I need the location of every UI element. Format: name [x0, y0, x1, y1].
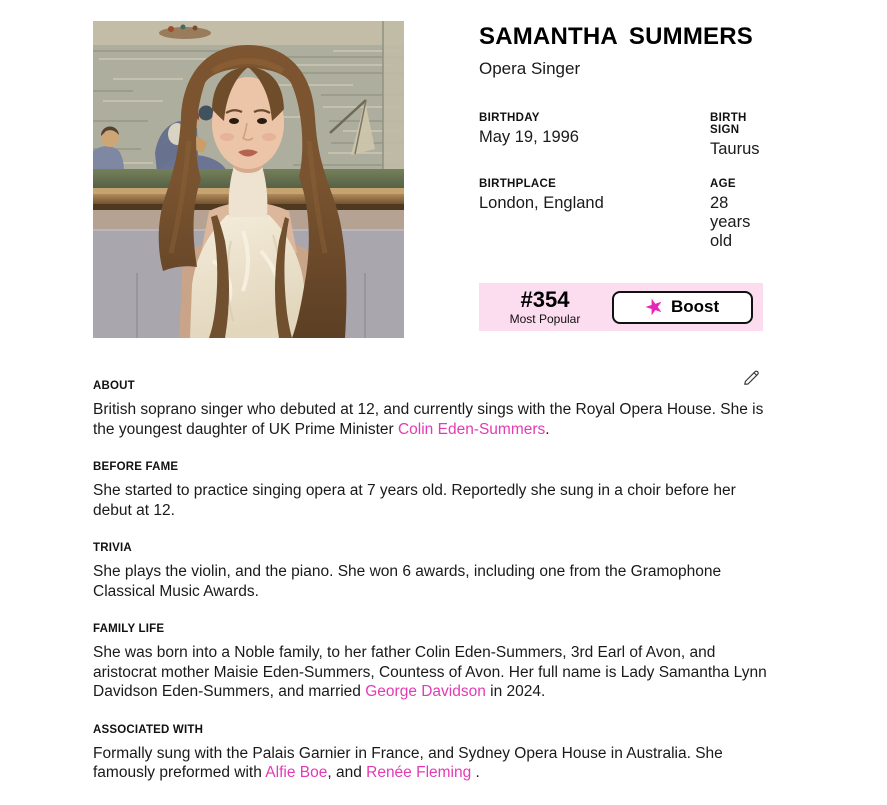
- section-paragraph: [93, 744, 769, 783]
- link-colin-eden-summers[interactable]: Colin Eden-Summers: [397, 420, 546, 438]
- popularity-rank: [479, 288, 611, 326]
- facts-grid: [479, 112, 763, 251]
- link-alfie-boe[interactable]: Alfie Boe: [265, 764, 328, 781]
- section-before-fame: [93, 461, 769, 520]
- fact-birth-sign: [710, 112, 763, 159]
- section-heading: BEFORE FAME: [93, 461, 179, 473]
- boost-button[interactable]: [612, 291, 753, 324]
- fact-value: Taurus: [710, 140, 760, 159]
- fact-birthplace: [479, 178, 710, 251]
- fact-age: [710, 178, 763, 251]
- section-heading: FAMILY LIFE: [93, 623, 165, 635]
- fact-value: London, England: [479, 194, 604, 213]
- text-run: She was born into a Noble family, to her father Colin Eden-Summers, 3rd Earl of Avon, and aristocrat mother Maisie Eden-Summers, Countess of Avon. Her full name is Lady Samantha Lynn Davidson Eden-Summers, and married: [93, 644, 767, 700]
- text-run: , and: [327, 764, 367, 781]
- text-run: in 2024.: [485, 683, 546, 700]
- section-paragraph: [93, 400, 769, 439]
- text-run: .: [471, 764, 480, 781]
- popularity-box: [479, 283, 763, 331]
- section-associated-with: [93, 724, 769, 783]
- fact-label: AGE: [710, 178, 736, 191]
- portrait-illustration: [93, 21, 404, 338]
- boost-label: Boost: [670, 297, 720, 317]
- section-heading: TRIVIA: [93, 542, 132, 554]
- fact-label: BIRTHPLACE: [479, 178, 557, 191]
- fact-birthday: [479, 112, 710, 159]
- fact-label: BIRTH SIGN: [710, 112, 747, 137]
- bio-sections: [93, 372, 769, 805]
- fact-value: 28 years old: [710, 194, 751, 251]
- star-icon: ★: [643, 294, 666, 320]
- profession: Opera Singer: [479, 59, 581, 79]
- rank-caption: Most Popular: [509, 312, 581, 327]
- text-run: Formally sung with the Palais Garnier in France, and Sydney Opera House in Australia. She famously preformed with: [93, 744, 723, 781]
- page-title: SAMANTHA SUMMERS: [479, 23, 753, 50]
- text-run: She started to practice singing opera at 7 years old. Reportedly she sung in a choir before her debut at 12.: [93, 482, 736, 519]
- pencil-icon[interactable]: [742, 368, 761, 392]
- section-heading: ASSOCIATED WITH: [93, 723, 204, 736]
- fact-value: May 19, 1996: [479, 128, 579, 147]
- section-family-life: [93, 623, 769, 702]
- section-heading: ABOUT: [93, 380, 135, 392]
- section-about: [93, 372, 769, 439]
- section-paragraph: [93, 481, 769, 520]
- text-run: She plays the violin, and the piano. She won 6 awards, including one from the Gramophone Classical Music Awards.: [93, 563, 722, 600]
- text-run: British soprano singer who debuted at 12, and currently sings with the Royal Opera House. She is the youngest daughter of UK Prime Minister: [93, 401, 764, 438]
- text-run: .: [545, 420, 550, 438]
- link-renee-fleming[interactable]: Renée Fleming: [366, 764, 472, 781]
- link-george-davidson[interactable]: George Davidson: [365, 683, 486, 700]
- section-paragraph: [93, 562, 769, 601]
- profile-photo: [93, 21, 404, 338]
- section-paragraph: [93, 643, 769, 702]
- section-trivia: [93, 542, 769, 601]
- profile-header: [479, 24, 763, 331]
- rank-number: #354: [520, 287, 570, 313]
- fact-label: BIRTHDAY: [479, 112, 540, 125]
